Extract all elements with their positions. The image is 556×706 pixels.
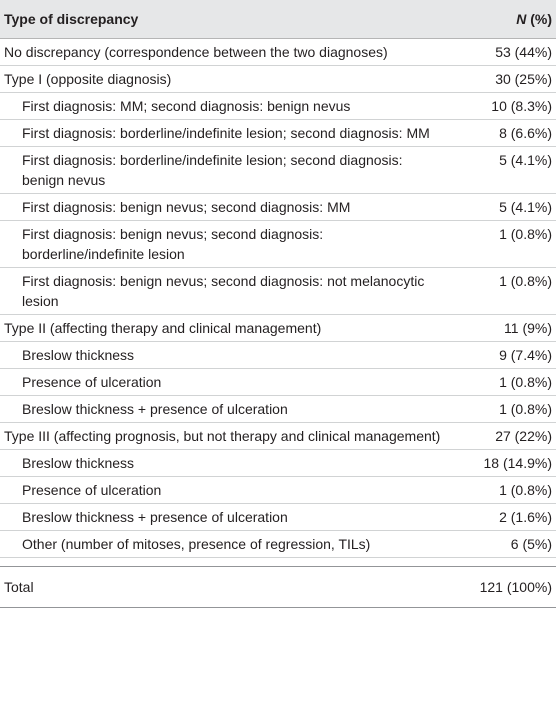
table-row: [0, 369, 556, 396]
subcategory-label: Breslow thickness + presence of ulceration: [0, 504, 452, 531]
count-percent-value: 5 (4.1%): [452, 194, 556, 221]
subcategory-label: First diagnosis: borderline/indefinite lesion; second diagnosis: MM: [0, 120, 452, 147]
table-row: [0, 504, 556, 531]
subcategory-label: First diagnosis: benign nevus; second diagnosis: MM: [0, 194, 452, 221]
count-percent-value: 9 (7.4%): [452, 342, 556, 369]
subcategory-label: Breslow thickness: [0, 450, 452, 477]
count-percent-value: 5 (4.1%): [452, 147, 556, 194]
count-percent-value: 8 (6.6%): [452, 120, 556, 147]
table-row: [0, 268, 556, 315]
table-row: [0, 93, 556, 120]
category-label: No discrepancy (correspondence between the two diagnoses): [0, 39, 452, 66]
table-body: [0, 39, 556, 608]
table-row: [0, 450, 556, 477]
subcategory-label: Other (number of mitoses, presence of regression, TILs): [0, 531, 452, 558]
header-type-of-discrepancy: Type of discrepancy: [0, 0, 452, 39]
count-percent-value: 1 (0.8%): [452, 221, 556, 268]
count-percent-value: 27 (22%): [452, 423, 556, 450]
table-header: [0, 0, 556, 39]
total-spacer: [0, 558, 556, 567]
table-row: [0, 396, 556, 423]
subcategory-label: Breslow thickness: [0, 342, 452, 369]
table-row: [0, 477, 556, 504]
header-n-italic: N: [516, 11, 527, 27]
total-label: Total: [0, 567, 452, 608]
subcategory-label: First diagnosis: benign nevus; second diagnosis: not melanocytic lesion: [0, 268, 452, 315]
count-percent-value: 1 (0.8%): [452, 268, 556, 315]
count-percent-value: 10 (8.3%): [452, 93, 556, 120]
subcategory-label: Presence of ulceration: [0, 369, 452, 396]
category-label: Type I (opposite diagnosis): [0, 66, 452, 93]
count-percent-value: 30 (25%): [452, 66, 556, 93]
subcategory-label: First diagnosis: MM; second diagnosis: benign nevus: [0, 93, 452, 120]
count-percent-value: 1 (0.8%): [452, 369, 556, 396]
header-n-percent: [452, 0, 556, 39]
table-row: [0, 342, 556, 369]
subcategory-label: Presence of ulceration: [0, 477, 452, 504]
count-percent-value: 18 (14.9%): [452, 450, 556, 477]
table-row: [0, 66, 556, 93]
table-row: [0, 423, 556, 450]
header-percent: (%): [526, 11, 552, 27]
subcategory-label: First diagnosis: borderline/indefinite lesion; second diagnosis: benign nevus: [0, 147, 452, 194]
count-percent-value: 2 (1.6%): [452, 504, 556, 531]
category-label: Type II (affecting therapy and clinical management): [0, 315, 452, 342]
total-spacer-cell: [0, 558, 556, 567]
table-row: [0, 221, 556, 268]
table-row: [0, 147, 556, 194]
table-row: [0, 194, 556, 221]
subcategory-label: Breslow thickness + presence of ulceration: [0, 396, 452, 423]
count-percent-value: 53 (44%): [452, 39, 556, 66]
count-percent-value: 1 (0.8%): [452, 396, 556, 423]
table-row: [0, 531, 556, 558]
count-percent-value: 1 (0.8%): [452, 477, 556, 504]
table-row: [0, 120, 556, 147]
subcategory-label: First diagnosis: benign nevus; second diagnosis: borderline/indefinite lesion: [0, 221, 452, 268]
table-row: [0, 39, 556, 66]
total-value: 121 (100%): [452, 567, 556, 608]
header-row: [0, 0, 556, 39]
total-row: [0, 567, 556, 608]
count-percent-value: 11 (9%): [452, 315, 556, 342]
count-percent-value: 6 (5%): [452, 531, 556, 558]
table-row: [0, 315, 556, 342]
category-label: Type III (affecting prognosis, but not therapy and clinical management): [0, 423, 452, 450]
